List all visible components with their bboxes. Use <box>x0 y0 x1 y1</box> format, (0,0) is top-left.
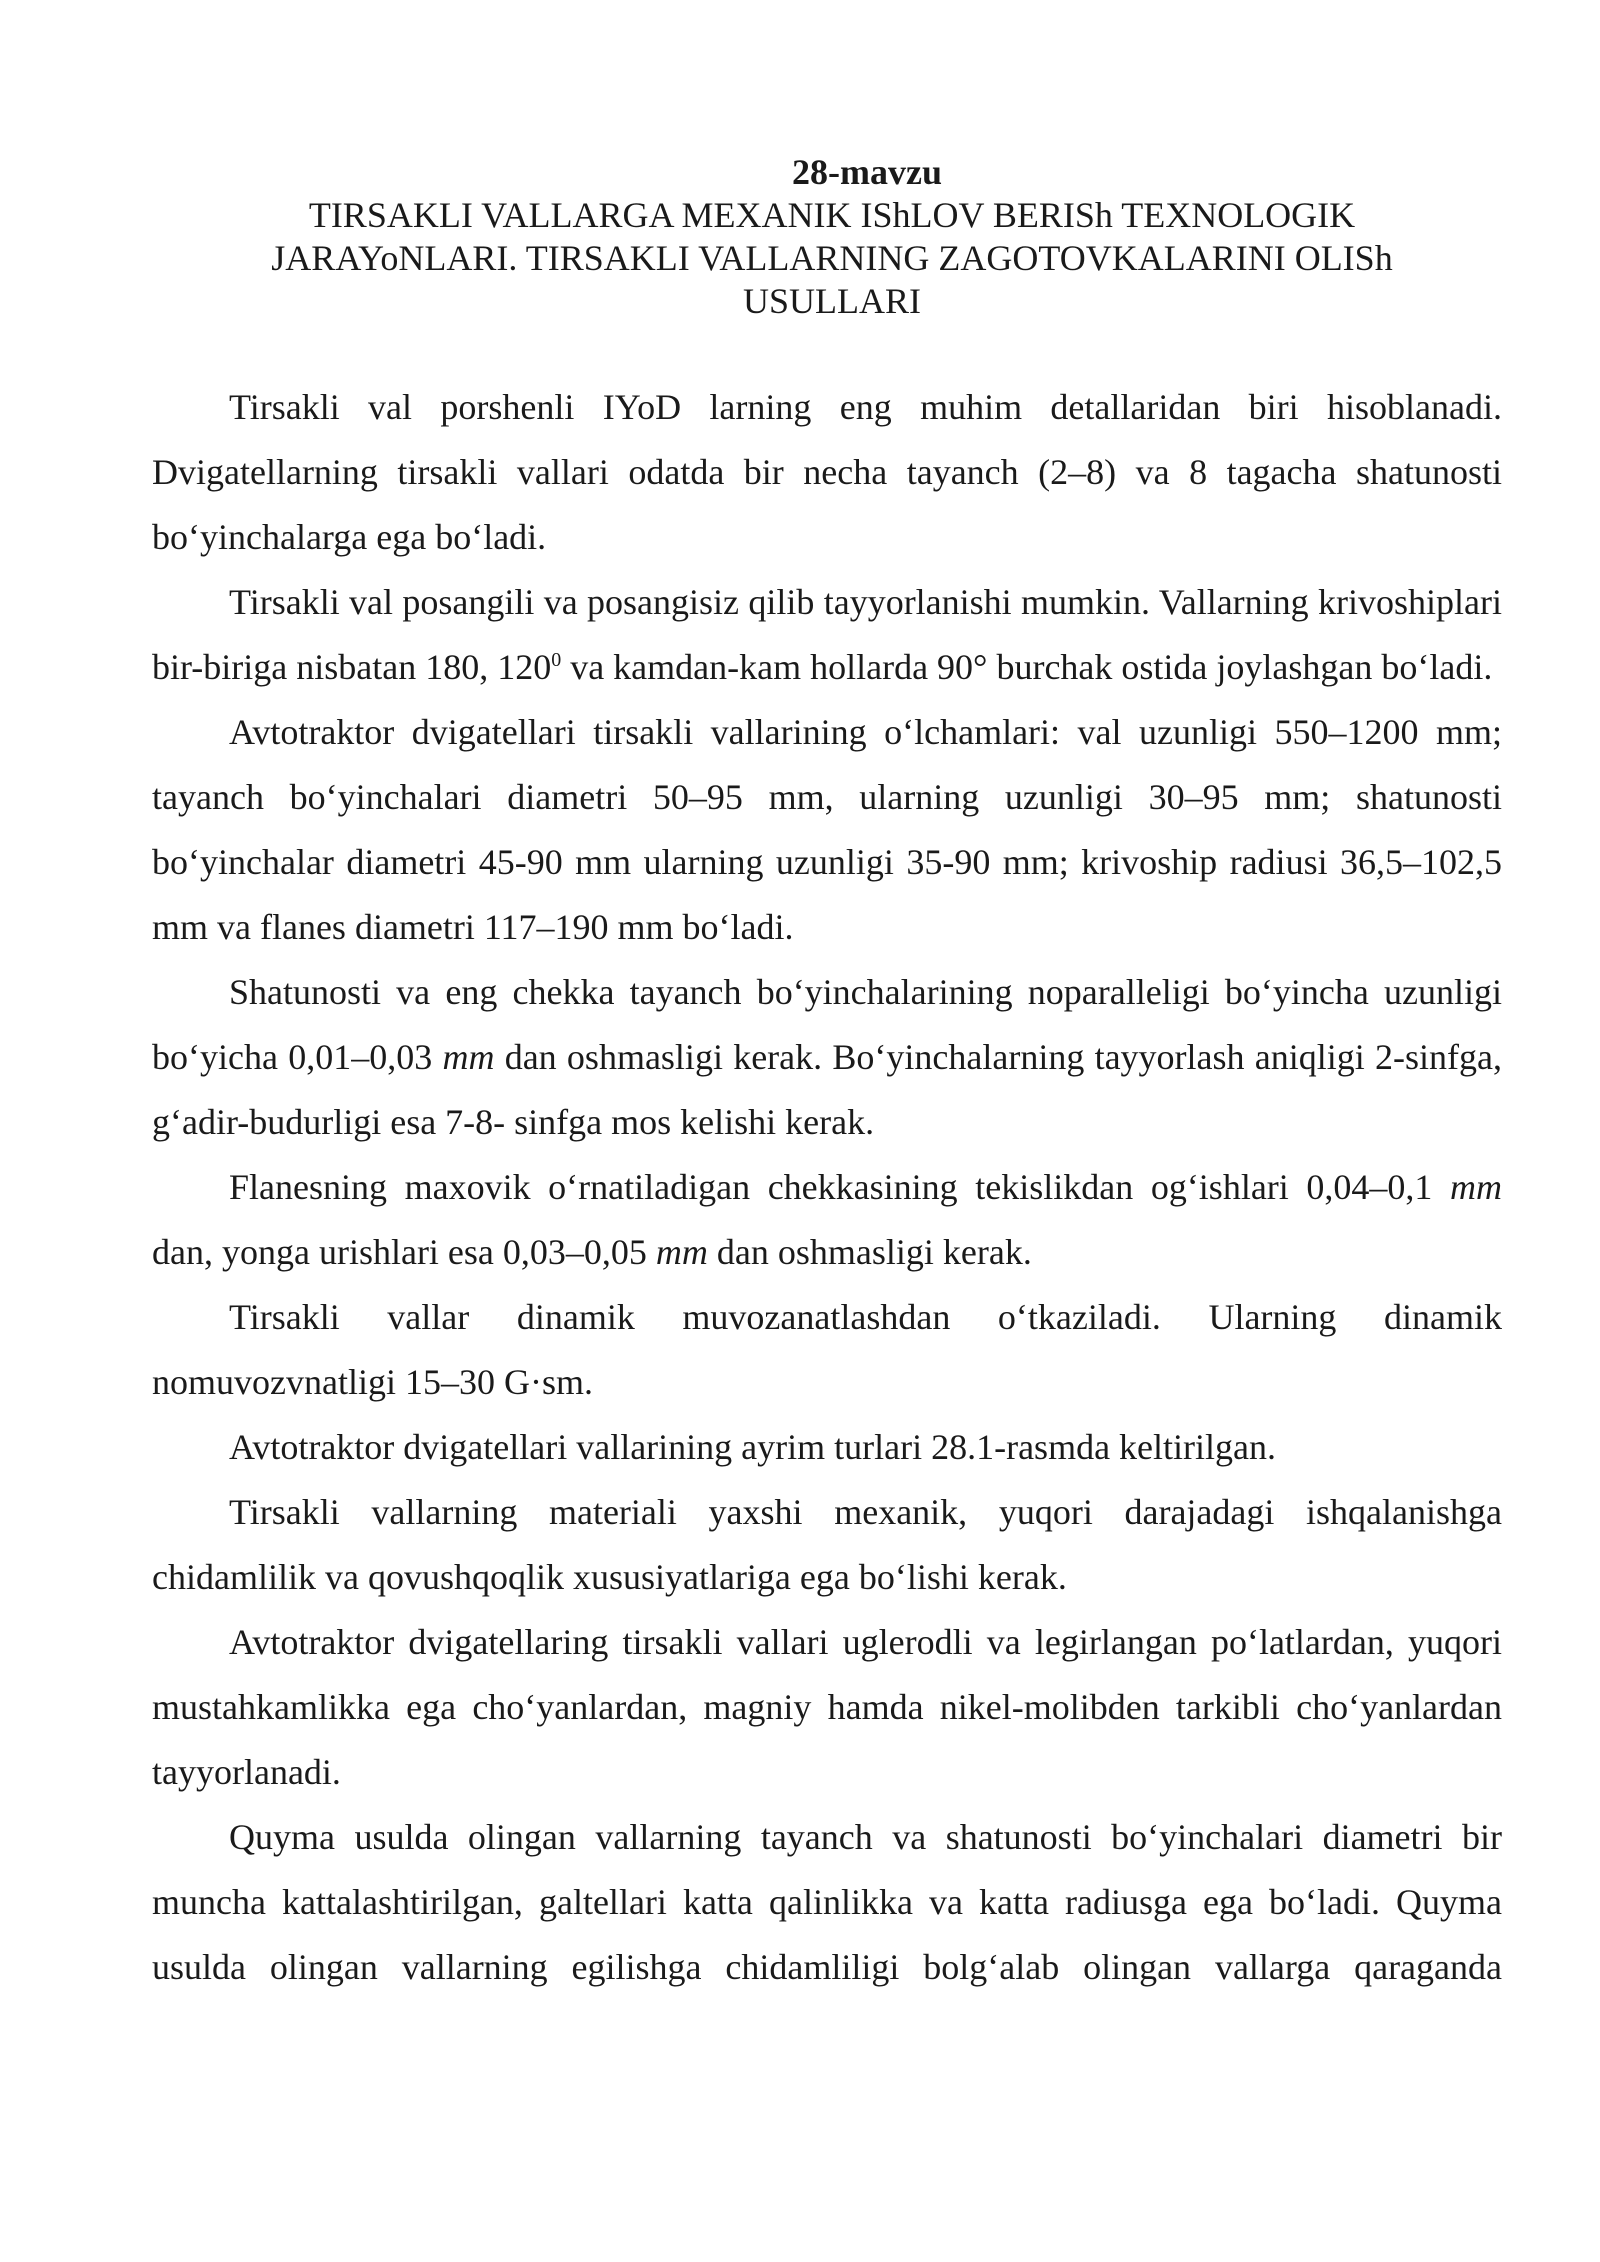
paragraph-2-text-b: va kamdan-kam hollarda 90° burchak ostida joylashgan bo‘ladi. <box>561 647 1493 687</box>
unit-mm: mm <box>442 1037 495 1077</box>
paragraph-2 <box>152 570 1502 700</box>
document-page <box>152 150 1502 2000</box>
paragraph-4-text-b: dan oshmasligi kerak. Bo‘yinchalarning tayyorlash aniqligi 2-sinfga, g‘adir-budurligi esa 7-8- sinfga mos kelishi kerak. <box>152 1037 1502 1142</box>
unit-mm: mm <box>655 1232 708 1272</box>
paragraph-6: Tirsakli vallar dinamik muvozanatlashdan o‘tkaziladi. Ularning dinamik nomuvozvnatligi 15–30 G·sm. <box>152 1297 1502 1402</box>
topic-number: 28-mavzu <box>792 152 942 192</box>
paragraph-2-text-a: Tirsakli val posangili va posangisiz qilib tayyorlanishi mumkin. Vallarning krivoshiplari bir-biriga nisbatan 180, 120 <box>152 582 1502 687</box>
paragraph-4-text-a: Shatunosti va eng chekka tayanch bo‘yinchalarining noparalleligi bo‘yincha uzunligi bo‘yicha 0,01–0,03 <box>152 972 1502 1077</box>
paragraph-5-text-b: dan, yonga urishlari esa 0,03–0,05 <box>152 1232 656 1272</box>
paragraph-1: Tirsakli val porshenli IYoD larning eng muhim detallaridan biri hisoblanadi. Dvigatellarning tirsakli vallari odatda bir necha tayanch (2–8) va 8 tagacha shatunosti bo‘yinchalarga ega bo‘ladi. <box>152 387 1502 557</box>
unit-mm: mm <box>1450 1167 1502 1207</box>
paragraph-3: Avtotraktor dvigatellari tirsakli vallarining o‘lchamlari: val uzunligi 550–1200 mm; tayanch bo‘yinchalari diametri 50–95 mm, ularning uzunligi 30–95 mm; shatunosti bo‘yinchalar diametri 45-90 mm ularning uzunligi 35-90 mm; krivoship radiusi 36,5–102,5 mm va flanes diametri 117–190 mm bo‘ladi. <box>152 712 1502 947</box>
paragraph-5-text-a: Flanesning maxovik o‘rnatiladigan chekkasining tekislikdan og‘ishlari 0,04–0,1 <box>229 1167 1450 1207</box>
degree-superscript: 0 <box>551 649 562 671</box>
paragraph-8: Tirsakli vallarning materiali yaxshi mexanik, yuqori darajadagi ishqalanishga chidamlilik va qovushqoqlik xususiyatlariga ega bo‘lishi kerak. <box>152 1492 1502 1597</box>
paragraph-4 <box>152 960 1502 1155</box>
paragraph-9: Avtotraktor dvigatellaring tirsakli vallari uglerodli va legirlangan po‘latlardan, yuqori mustahkamlikka ega cho‘yanlardan, magniy hamda nikel-molibden tarkibli cho‘yanlardan tayyorlanadi. <box>152 1622 1502 1792</box>
paragraph-5-text-c: dan oshmasligi kerak. <box>707 1232 1032 1272</box>
topic-title: TIRSAKLI VALLARGA MEXANIK IShLOV BERISh TEXNOLOGIK JARAYoNLARI. TIRSAKLI VALLARNING ZAGOTOVKALARINI OLISh USULLARI <box>271 195 1393 321</box>
paragraph-5 <box>152 1155 1502 1285</box>
paragraph-10: Quyma usulda olingan vallarning tayanch va shatunosti bo‘yinchalari diametri bir muncha kattalashtirilgan, galtellari katta qalinlikka va katta radiusga ega bo‘ladi. Quyma usulda olingan vallarning egilishga chidamliligi bolg‘alab olingan vallarga qaraganda <box>152 1817 1502 1987</box>
document-body <box>152 375 1502 2000</box>
paragraph-7: Avtotraktor dvigatellari vallarining ayrim turlari 28.1-rasmda keltirilgan. <box>229 1427 1277 1467</box>
